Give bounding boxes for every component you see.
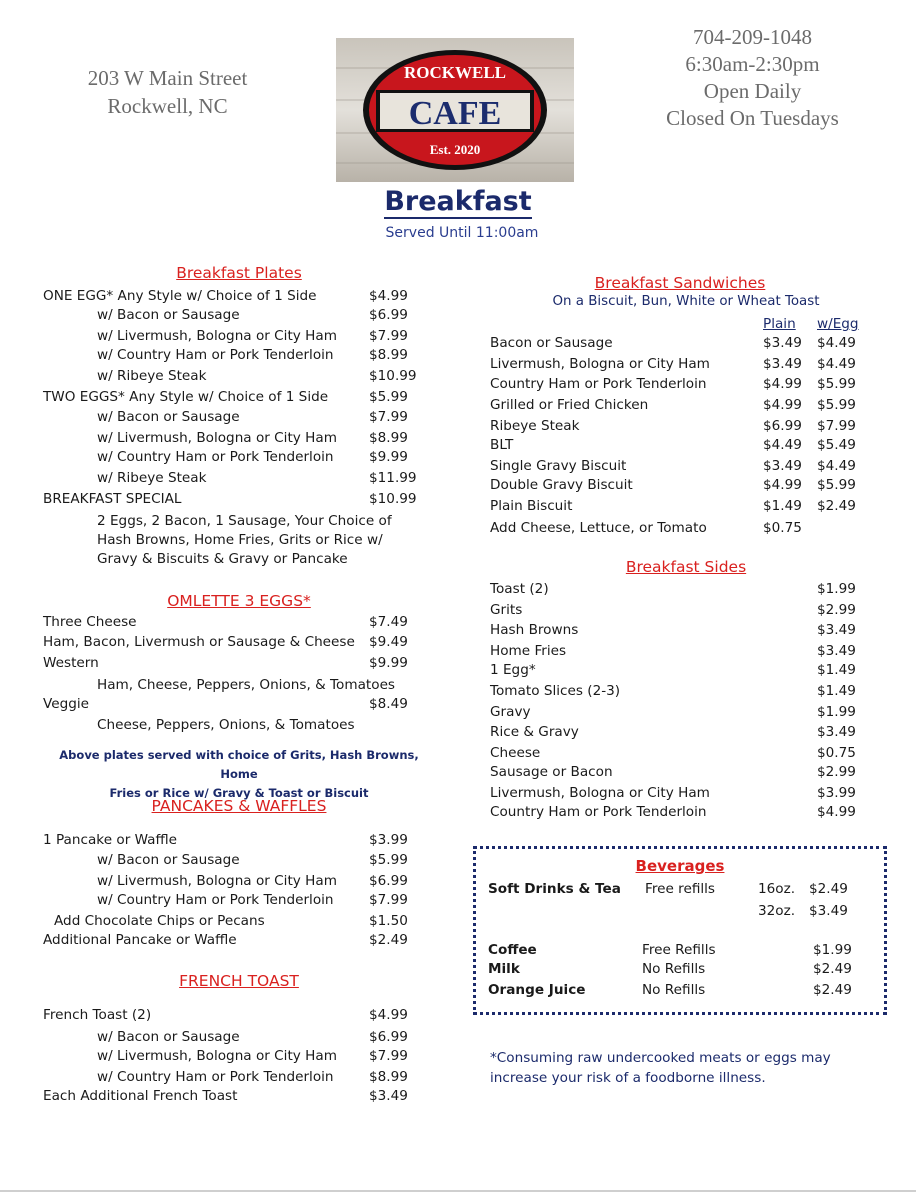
pancake-item-name: Additional Pancake or Waffle (43, 932, 237, 948)
side-item-price: $3.49 (817, 643, 856, 659)
plate-item-price: $10.99 (369, 491, 417, 507)
sandwich-item-egg-price: $5.99 (817, 376, 856, 392)
contact-info (630, 24, 875, 132)
sandwich-item-plain-price: $4.99 (763, 376, 802, 392)
plate-item-price: $7.99 (369, 409, 408, 425)
svg-text:CAFE: CAFE (408, 95, 502, 132)
side-item-name: Livermush, Bologna or City Ham (490, 785, 710, 801)
sandwich-item-plain-price: $3.49 (763, 356, 802, 372)
plate-item-name: w/ Livermush, Bologna or City Ham (97, 430, 337, 446)
beverage-refill-note: No Refills (642, 961, 706, 977)
sandwich-item-name: Country Ham or Pork Tenderloin (490, 376, 707, 392)
side-item-price: $4.99 (817, 804, 856, 820)
sandwich-item-egg-price: $7.99 (817, 418, 856, 434)
omelette-item-name: Ham, Cheese, Peppers, Onions, & Tomatoes (97, 677, 396, 693)
beverages-box (473, 846, 887, 1015)
soft-drink-price-16: $2.49 (809, 881, 848, 897)
omelette-item-price: $9.99 (369, 655, 408, 671)
pancake-item-name: w/ Country Ham or Pork Tenderloin (97, 892, 334, 908)
special-description: 2 Eggs, 2 Bacon, 1 Sausage, Your Choice of Hash Browns, Home Fries, Grits or Rice w/ Gravy & Biscuits & Gravy or Pancake (97, 513, 392, 567)
section-heading-pancakes: PANCAKES & WAFFLES (151, 797, 327, 815)
side-item-price: $1.99 (817, 581, 856, 597)
omelette-item-name: Three Cheese (43, 614, 137, 630)
svg-text:ROCKWELL: ROCKWELL (403, 63, 507, 82)
french-toast-item-price: $4.99 (369, 1007, 408, 1023)
omelette-item-name: Cheese, Peppers, Onions, & Tomatoes (97, 717, 355, 733)
beverage-price: $2.49 (813, 982, 852, 998)
side-item-price: $3.99 (817, 785, 856, 801)
side-item-price: $0.75 (817, 745, 856, 761)
pancake-item-name: 1 Pancake or Waffle (43, 832, 178, 848)
side-item-name: Sausage or Bacon (490, 764, 613, 780)
sandwich-item-name: Grilled or Fried Chicken (490, 397, 649, 413)
beverage-soft-drinks-note: Free refills (645, 881, 716, 897)
beverage-price: $2.49 (813, 961, 852, 977)
pancake-item-price: $3.99 (369, 832, 408, 848)
plate-item-name: w/ Bacon or Sausage (97, 307, 240, 323)
french-toast-item-price: $3.49 (369, 1088, 408, 1104)
plate-item-price: $8.99 (369, 430, 408, 446)
closed-days: Closed On Tuesdays (666, 106, 839, 130)
sandwich-item-plain-price: $3.49 (763, 458, 802, 474)
address-line-1: 203 W Main Street (87, 66, 248, 90)
sandwich-item-name: Bacon or Sausage (490, 335, 613, 351)
pancake-item-name: w/ Livermush, Bologna or City Ham (97, 873, 337, 889)
sandwich-item-egg-price: $2.49 (817, 498, 856, 514)
soft-drink-price-32: $3.49 (809, 903, 848, 919)
sandwiches-subheading: On a Biscuit, Bun, White or Wheat Toast (552, 294, 820, 309)
cafe-logo (336, 38, 574, 182)
plates-note: Above plates served with choice of Grits, Hash Browns, Home Fries or Rice w/ Gravy & Toast or Biscuit (59, 748, 419, 800)
pancake-item-name: Add Chocolate Chips or Pecans (54, 913, 265, 929)
sandwich-item-plain-price: $4.99 (763, 477, 802, 493)
french-toast-item-price: $6.99 (369, 1029, 408, 1045)
pancake-item-price: $1.50 (369, 913, 408, 929)
bottom-divider (0, 1190, 916, 1192)
side-item-name: Cheese (490, 745, 541, 761)
sandwich-item-name: Add Cheese, Lettuce, or Tomato (490, 520, 707, 536)
page-title: Breakfast (384, 186, 532, 217)
side-item-price: $3.49 (817, 622, 856, 638)
side-item-price: $1.99 (817, 704, 856, 720)
soft-drink-size-16: 16oz. (758, 881, 796, 897)
pancake-item-price: $5.99 (369, 852, 408, 868)
plate-item-name: w/ Ribeye Steak (97, 470, 207, 486)
plate-item-price: $11.99 (369, 470, 417, 486)
beverage-refill-note: No Refills (642, 982, 706, 998)
pancake-item-price: $7.99 (369, 892, 408, 908)
french-toast-item-name: French Toast (2) (43, 1007, 152, 1023)
sandwich-item-name: Ribeye Steak (490, 418, 580, 434)
side-item-price: $1.49 (817, 683, 856, 699)
omelette-item-name: Veggie (43, 696, 90, 712)
sandwich-item-name: Double Gravy Biscuit (490, 477, 633, 493)
sandwich-item-name: Plain Biscuit (490, 498, 573, 514)
plate-item-price: $7.99 (369, 328, 408, 344)
plate-item-name: BREAKFAST SPECIAL (43, 491, 182, 507)
address-line-2: Rockwell, NC (107, 94, 228, 118)
side-item-price: $2.99 (817, 602, 856, 618)
sandwich-item-egg-price: $4.49 (817, 335, 856, 351)
plate-item-name: w/ Country Ham or Pork Tenderloin (97, 347, 334, 363)
beverage-soft-drinks: Soft Drinks & Tea (488, 881, 621, 897)
plate-item-name: w/ Bacon or Sausage (97, 409, 240, 425)
plate-item-name: w/ Country Ham or Pork Tenderloin (97, 449, 334, 465)
plate-item-name: ONE EGG* Any Style w/ Choice of 1 Side (43, 288, 317, 304)
sandwich-item-name: Single Gravy Biscuit (490, 458, 627, 474)
plate-item-price: $6.99 (369, 307, 408, 323)
french-toast-item-price: $7.99 (369, 1048, 408, 1064)
omelette-item-price: $8.49 (369, 696, 408, 712)
section-heading-french-toast: FRENCH TOAST (179, 972, 299, 990)
omelette-item-name: Western (43, 655, 99, 671)
pancake-item-price: $2.49 (369, 932, 408, 948)
side-item-price: $1.49 (817, 662, 856, 678)
sandwich-item-egg-price: $5.99 (817, 477, 856, 493)
sandwich-item-egg-price: $4.49 (817, 356, 856, 372)
french-toast-item-name: w/ Livermush, Bologna or City Ham (97, 1048, 337, 1064)
sandwich-item-plain-price: $1.49 (763, 498, 802, 514)
section-heading-omelette: OMLETTE 3 EGGS* (167, 592, 311, 610)
hours: 6:30am-2:30pm (685, 52, 820, 76)
plate-item-name: w/ Livermush, Bologna or City Ham (97, 328, 337, 344)
pancake-item-price: $6.99 (369, 873, 408, 889)
side-item-name: Country Ham or Pork Tenderloin (490, 804, 707, 820)
side-item-name: Rice & Gravy (490, 724, 579, 740)
sandwich-item-egg-price: $5.99 (817, 397, 856, 413)
sandwich-item-plain-price: $3.49 (763, 335, 802, 351)
pancake-item-name: w/ Bacon or Sausage (97, 852, 240, 868)
open-days: Open Daily (703, 79, 802, 103)
side-item-name: Tomato Slices (2-3) (490, 683, 621, 699)
omelette-item-name: Ham, Bacon, Livermush or Sausage & Cheese (43, 634, 355, 650)
plate-item-price: $8.99 (369, 347, 408, 363)
sandwich-item-name: BLT (490, 437, 514, 453)
side-item-price: $2.99 (817, 764, 856, 780)
sandwich-item-plain-price: $6.99 (763, 418, 802, 434)
omelette-item-price: $9.49 (369, 634, 408, 650)
plate-item-name: w/ Ribeye Steak (97, 368, 207, 384)
plate-item-name: TWO EGGS* Any Style w/ Choice of 1 Side (43, 389, 329, 405)
plate-item-price: $10.99 (369, 368, 417, 384)
soft-drink-size-32: 32oz. (758, 903, 796, 919)
french-toast-item-price: $8.99 (369, 1069, 408, 1085)
sandwich-item-name: Livermush, Bologna or City Ham (490, 356, 710, 372)
column-header-plain: Plain (763, 316, 796, 332)
beverage-name: Milk (488, 961, 520, 977)
section-heading-sandwiches: Breakfast Sandwiches (594, 274, 766, 292)
side-item-name: 1 Egg* (490, 662, 536, 678)
plate-item-price: $4.99 (369, 288, 408, 304)
french-toast-item-name: Each Additional French Toast (43, 1088, 238, 1104)
section-heading-sides: Breakfast Sides (625, 558, 747, 576)
svg-text:Est. 2020: Est. 2020 (429, 142, 481, 157)
french-toast-item-name: w/ Bacon or Sausage (97, 1029, 240, 1045)
side-item-name: Gravy (490, 704, 531, 720)
sandwich-item-plain-price: $4.49 (763, 437, 802, 453)
sandwich-item-egg-price: $5.49 (817, 437, 856, 453)
side-item-name: Grits (490, 602, 523, 618)
beverage-name: Coffee (488, 942, 537, 958)
sandwich-item-plain-price: $4.99 (763, 397, 802, 413)
beverage-refill-note: Free Refills (642, 942, 716, 958)
section-heading-plates: Breakfast Plates (176, 264, 302, 282)
phone: 704-209-1048 (693, 25, 812, 49)
beverage-name: Orange Juice (488, 982, 586, 998)
section-heading-beverages: Beverages (635, 857, 725, 875)
plate-item-price: $9.99 (369, 449, 408, 465)
food-safety-disclaimer: *Consuming raw undercooked meats or eggs may increase your risk of a foodborne illness. (490, 1050, 831, 1086)
page-subtitle: Served Until 11:00am (385, 225, 539, 241)
plate-item-price: $5.99 (369, 389, 408, 405)
column-header-with-egg: w/Egg (817, 316, 859, 332)
side-item-name: Hash Browns (490, 622, 579, 638)
side-item-name: Toast (2) (490, 581, 549, 597)
beverage-price: $1.99 (813, 942, 852, 958)
side-item-name: Home Fries (490, 643, 567, 659)
side-item-price: $3.49 (817, 724, 856, 740)
sandwich-item-egg-price: $4.49 (817, 458, 856, 474)
french-toast-item-name: w/ Country Ham or Pork Tenderloin (97, 1069, 334, 1085)
sandwich-item-plain-price: $0.75 (763, 520, 802, 536)
address (40, 64, 295, 120)
omelette-item-price: $7.49 (369, 614, 408, 630)
